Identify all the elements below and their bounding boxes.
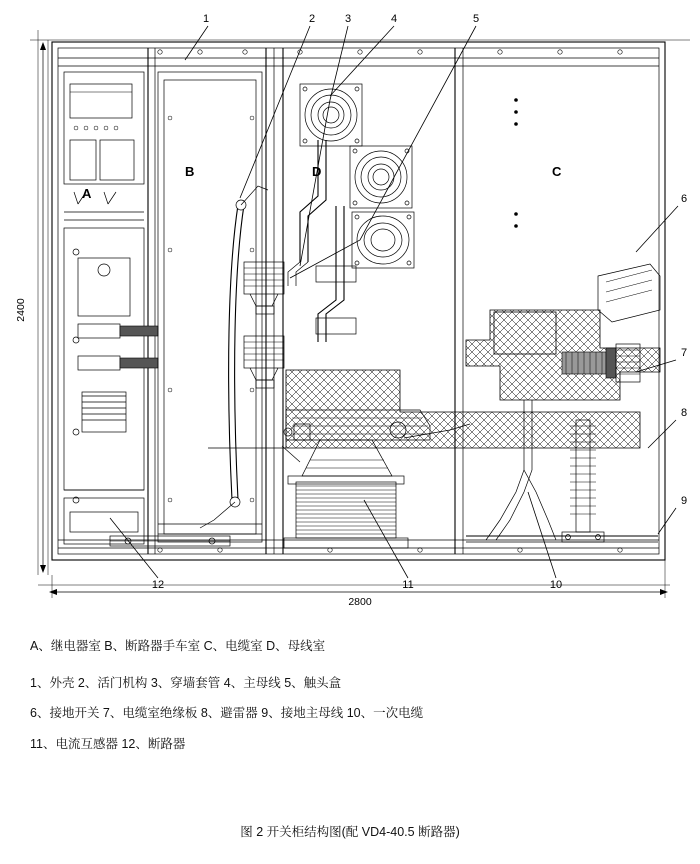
room-label-C: C bbox=[552, 164, 562, 179]
relay-compartment-A bbox=[64, 72, 158, 544]
room-label-A: A bbox=[82, 186, 92, 201]
wall-bushing-2 bbox=[350, 146, 412, 208]
legend-items-line-2: 6、接地开关 7、电缆室绝缘板 8、避雷器 9、接地主母线 10、一次电缆 bbox=[30, 706, 424, 720]
callout-10: 10 bbox=[549, 579, 563, 591]
wall-bushing-1 bbox=[300, 84, 362, 146]
room-label-B: B bbox=[185, 164, 195, 179]
callout-3: 3 bbox=[344, 13, 352, 25]
contact-box-upper bbox=[244, 262, 284, 314]
cable-compartment-C bbox=[208, 98, 660, 542]
callout-8: 8 bbox=[680, 407, 688, 419]
wall-bushing-3 bbox=[352, 212, 414, 268]
callout-12: 12 bbox=[151, 579, 165, 591]
callout-leaders bbox=[110, 26, 678, 578]
callout-2: 2 bbox=[308, 13, 316, 25]
callout-4: 4 bbox=[390, 13, 398, 25]
room-label-D: D bbox=[312, 164, 322, 179]
width-dimension-label: 2800 bbox=[348, 596, 372, 608]
figure-caption: 图 2 开关柜结构图(配 VD4-40.5 断路器) bbox=[240, 825, 460, 839]
legend-rooms: A、继电器室 B、断路器手车室 C、电缆室 D、母线室 bbox=[30, 639, 326, 653]
legend-items-line-1: 1、外壳 2、活门机构 3、穿墙套管 4、主母线 5、触头盒 bbox=[30, 675, 342, 690]
callout-9: 9 bbox=[680, 495, 688, 507]
legend-block bbox=[30, 640, 670, 768]
callout-5: 5 bbox=[472, 13, 480, 25]
callout-7: 7 bbox=[680, 347, 688, 359]
callout-1: 1 bbox=[202, 13, 210, 25]
contact-box-lower bbox=[244, 336, 284, 388]
legend-items-line-3: 11、电流互感器 12、断路器 bbox=[30, 736, 186, 751]
callout-11: 11 bbox=[402, 579, 414, 591]
height-dimension-label: 2400 bbox=[15, 298, 27, 322]
callout-6: 6 bbox=[680, 193, 688, 205]
